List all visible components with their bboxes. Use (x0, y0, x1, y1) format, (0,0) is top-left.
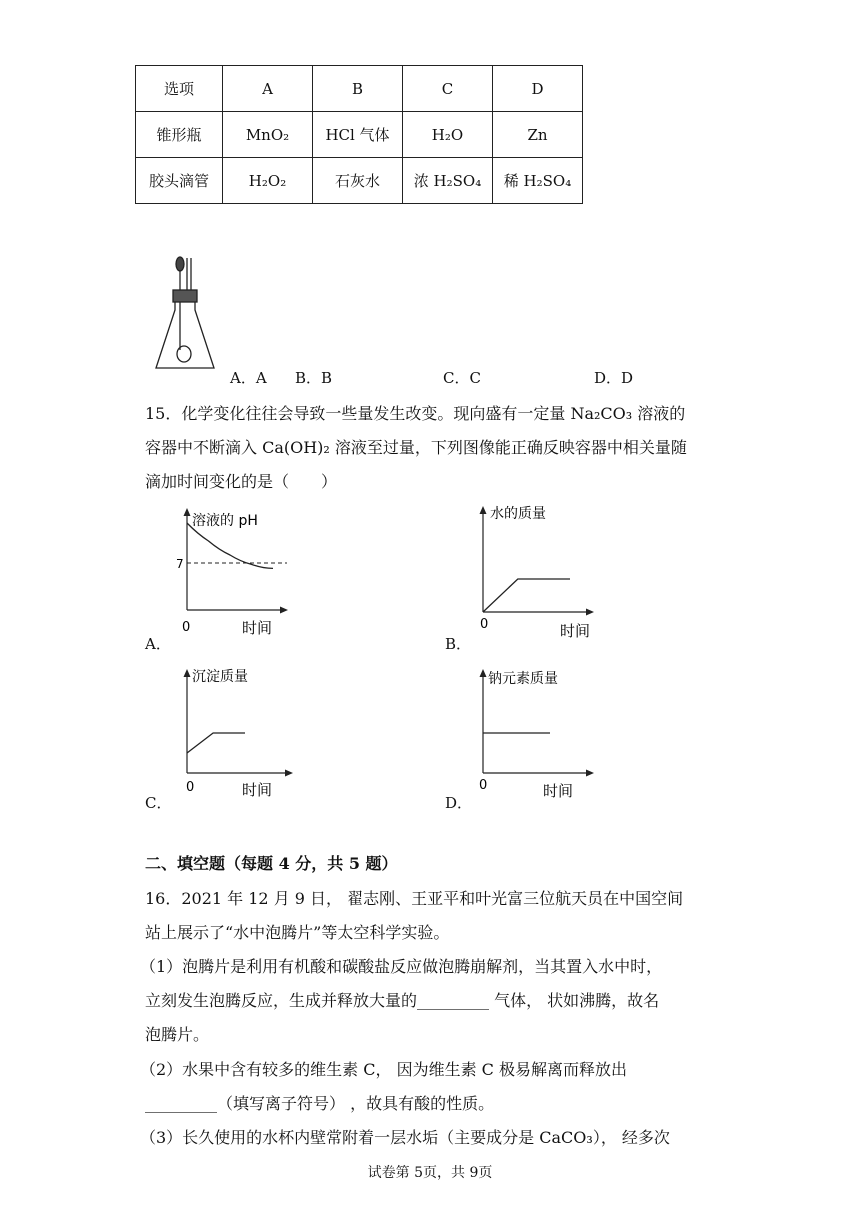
series-line (187, 733, 245, 753)
q15-line1: 15．化学变化往往会导致一些量发生改变。现向盛有一定量 Na₂CO₃ 溶液的 (145, 404, 686, 423)
chart-d-ylabel: 钠元素质量 (488, 671, 558, 687)
chart-b-ylabel: 水的质量 (490, 506, 546, 522)
page-footer: 试卷第 5页，共 9页 (367, 1165, 493, 1181)
option-c[interactable]: C． (145, 794, 172, 812)
option-d[interactable]: D． (445, 794, 473, 812)
x-axis-arrow-icon (586, 770, 594, 777)
table-cell: C (403, 66, 493, 112)
q15-line3: 滴加时间变化的是（ ） (145, 472, 338, 491)
table-cell: HCl 气体 (313, 112, 403, 158)
y-axis-arrow-icon (184, 508, 191, 516)
option-b[interactable]: B． (445, 635, 472, 653)
q16-p3-line1: （3）长久使用的水杯内壁常附着一层水垢（主要成分是 CaCO₃）， 经多次 (140, 1128, 670, 1147)
table-cell: B (313, 66, 403, 112)
table-cell: H₂O₂ (223, 158, 313, 204)
table-cell: 稀 H₂SO₄ (493, 158, 583, 204)
option-c[interactable]: C．C (443, 369, 481, 387)
q16-p1-line1: （1）泡腾片是利用有机酸和碳酸盐反应做泡腾崩解剂，当其置入水中时， (140, 957, 663, 976)
chart-a-origin: 0 (182, 620, 191, 635)
table-cell: 选项 (136, 66, 223, 112)
chart-d-xlabel: 时间 (543, 782, 574, 800)
chart-c-origin: 0 (186, 780, 195, 795)
section-title: 二、填空题（每题 4 分，共 5 题） (145, 854, 398, 873)
q16-p1-line3: 泡腾片。 (145, 1025, 210, 1044)
chart-b-origin: 0 (480, 617, 489, 632)
option-a[interactable]: A． (145, 635, 171, 653)
options-table (135, 65, 583, 204)
chart-d (470, 663, 605, 803)
chart-c-ylabel: 沉淀质量 (192, 669, 248, 685)
q15-line2: 容器中不断滴入 Ca(OH)₂ 溶液至过量，下列图像能正确反映容器中相关量随 (145, 438, 687, 457)
option-d[interactable]: D．D (594, 369, 634, 387)
chart-a (170, 505, 320, 640)
chart-b-xlabel: 时间 (560, 622, 591, 640)
table-cell: 浓 H₂SO₄ (403, 158, 493, 204)
table-cell: 锥形瓶 (136, 112, 223, 158)
series-line (187, 523, 273, 568)
table-cell: 石灰水 (313, 158, 403, 204)
chart-a-ref-tick: 7 (176, 557, 184, 571)
chart-a-xlabel: 时间 (242, 619, 273, 637)
table-cell: H₂O (403, 112, 493, 158)
y-axis-arrow-icon (184, 669, 191, 677)
table-row (136, 158, 583, 204)
chart-a-ylabel: 溶液的 pH (192, 513, 258, 529)
q16-p1-line2: 立刻发生泡腾反应，生成并释放大量的_________ 气体， 状如沸腾，故名 (145, 991, 660, 1010)
chart-d-origin: 0 (479, 778, 488, 793)
q16-line2: 站上展示了“水中泡腾片”等太空科学实验。 (145, 923, 450, 942)
table-cell: Zn (493, 112, 583, 158)
table-cell: 胶头滴管 (136, 158, 223, 204)
x-axis-arrow-icon (285, 770, 293, 777)
series-line (483, 579, 570, 612)
option-a[interactable]: A．A (230, 369, 267, 387)
x-axis-arrow-icon (586, 609, 594, 616)
chart-b (470, 500, 600, 642)
q16-line1: 16．2021 年 12 月 9 日， 翟志刚、王亚平和叶光富三位航天员在中国空间 (145, 889, 684, 908)
y-axis-arrow-icon (480, 669, 487, 677)
flask-apparatus-icon (150, 250, 220, 378)
table-cell: A (223, 66, 313, 112)
chart-c-xlabel: 时间 (242, 781, 273, 799)
option-b[interactable]: B．B (295, 369, 333, 387)
table-row (136, 112, 583, 158)
chart-c (170, 663, 305, 803)
y-axis-arrow-icon (480, 506, 487, 514)
table-cell: D (493, 66, 583, 112)
x-axis-arrow-icon (280, 607, 288, 614)
q16-p2-line2: _________（填写离子符号） ，故具有酸的性质。 (145, 1094, 495, 1113)
table-row (136, 66, 583, 112)
table-cell: MnO₂ (223, 112, 313, 158)
q16-p2-line1: （2）水果中含有较多的维生素 C， 因为维生素 C 极易解离而释放出 (140, 1060, 628, 1079)
